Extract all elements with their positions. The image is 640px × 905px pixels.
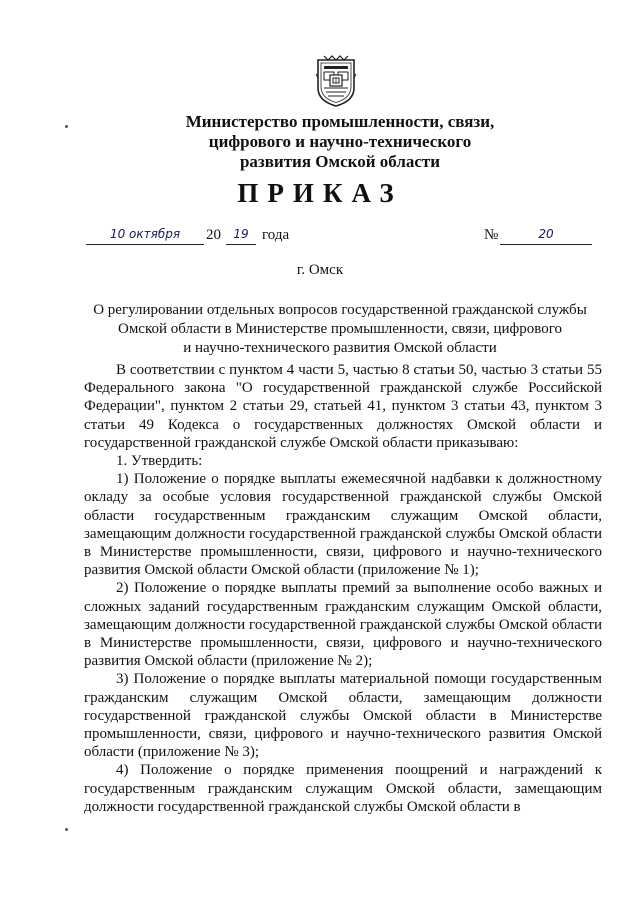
omsk-coat-of-arms-icon: [314, 54, 358, 108]
year-handwritten: 19: [226, 226, 256, 245]
scan-speck: [65, 828, 68, 831]
body-paragraph: 1) Положение о порядке выплаты ежемесячной надбавки к должностному окладу за особые условия государственной гражданской службы Омской области государственным гражданским служащим Омской области, замещающим должности государственной гражданской службы Омской области в Министерстве промышленности, связи, цифрового и научно-технического развития Омской области Омской области (приложение № 1);: [84, 471, 602, 579]
number-label: №: [484, 227, 499, 243]
ministry-name-line: цифрового и научно-технического: [208, 132, 472, 151]
subject-line: О регулировании отдельных вопросов государственной гражданской службы: [93, 302, 587, 318]
body-paragraph: 1. Утвердить:: [116, 453, 203, 470]
ministry-name-line: развития Омской области: [239, 152, 441, 171]
subject-line: Омской области в Министерстве промышленности, связи, цифрового: [117, 321, 563, 337]
date-handwritten: 10 октября: [86, 226, 204, 245]
scan-speck: [65, 125, 68, 128]
ministry-name: [140, 112, 540, 172]
body-paragraph: 4) Положение о порядке применения поощрений и награждений к государственным гражданским служащим Омской области, замещающим должности государственной гражданской службы Омской области в: [84, 762, 602, 815]
order-body: [84, 361, 602, 816]
number-handwritten: 20: [500, 226, 592, 245]
ministry-name-line: Министерство промышленности, связи,: [185, 112, 495, 131]
body-paragraph: В соответствии с пунктом 4 части 5, частью 8 статьи 50, частью 3 статьи 55 Федерального закона "О государственной гражданской службе Российской Федерации", пунктом 2 статьи 29, статьей 41, пунктом 3 статьи 43, пунктом 3 статьи 49 Кодекса о государственных должностях Омской области и государственной гражданской службе Омской области приказываю:: [84, 362, 602, 451]
body-paragraph: 2) Положение о порядке выплаты премий за выполнение особо важных и сложных заданий государственным гражданским служащим Омской области, замещающим должности государственной гражданской службы Омской области в Министерстве промышленности, связи, цифрового и научно-технического развития Омской области (приложение № 2);: [84, 580, 602, 670]
date-number-row: [86, 226, 606, 248]
subject-line: и научно-технического развития Омской области: [183, 340, 497, 356]
city: г. Омск: [296, 262, 344, 278]
order-subject: [70, 301, 610, 358]
year-prefix: 20: [206, 227, 221, 243]
year-suffix: года: [262, 227, 290, 243]
body-paragraph: 3) Положение о порядке выплаты материальной помощи государственным гражданским служащим Омской области, замещающим должности государственной гражданской службы Омской области в Министерстве промышленности, связи, цифрового и научно-технического развития Омской области (приложение № 3);: [84, 671, 602, 761]
document-type-title: ПРИКАЗ: [237, 178, 403, 208]
